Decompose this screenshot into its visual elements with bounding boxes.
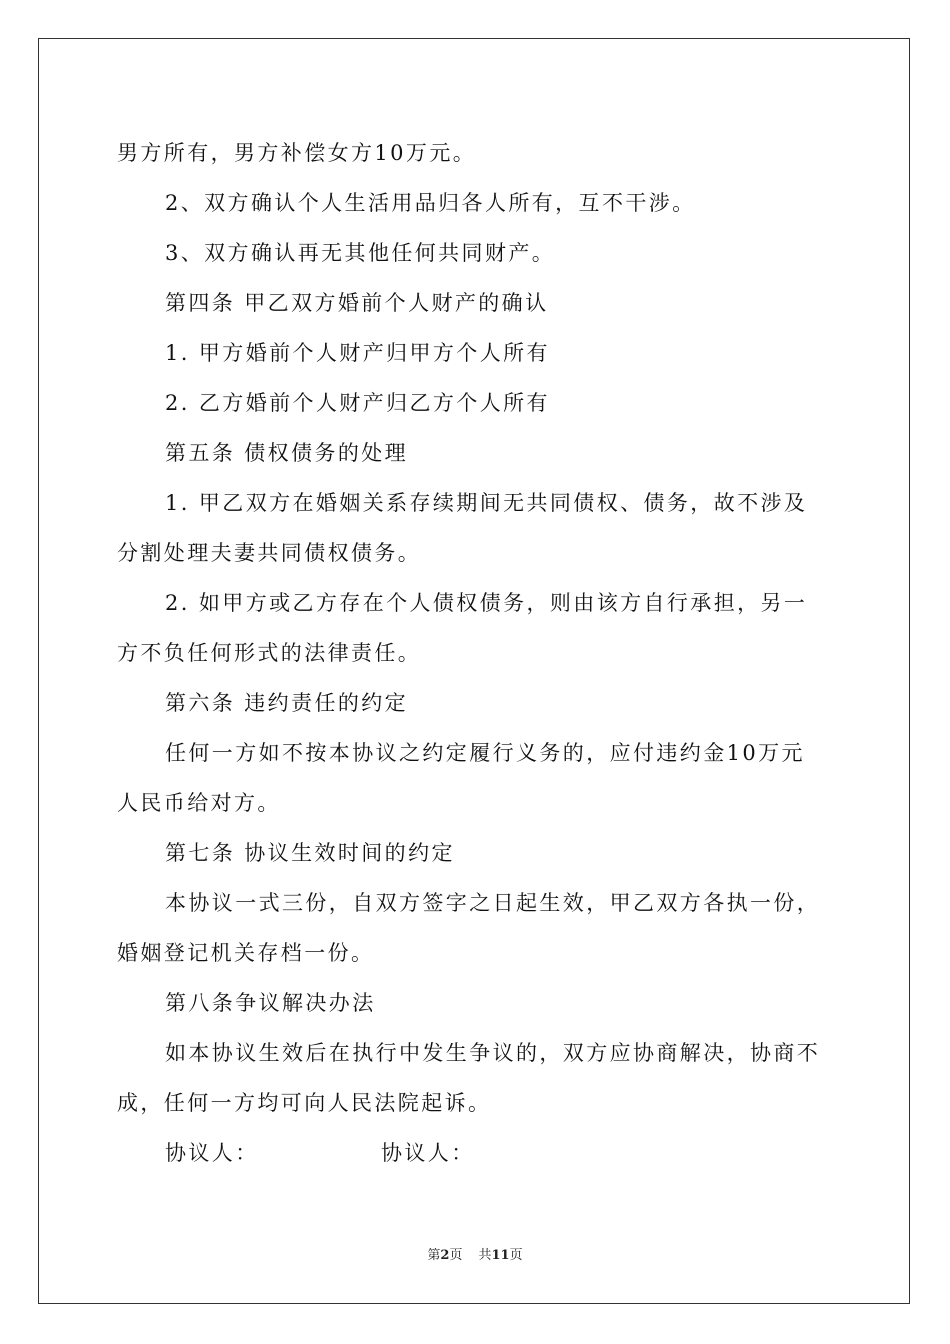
article-heading: 第四条 甲乙双方婚前个人财产的确认 — [165, 291, 549, 315]
paragraph-line: 1. 甲乙双方在婚姻关系存续期间无共同债权、债务，故不涉及 — [165, 491, 808, 515]
page-suffix: 页 — [449, 1248, 463, 1263]
paragraph-line: 任何一方如不按本协议之约定履行义务的，应付违约金10万元 — [165, 741, 805, 765]
paragraph-line: 婚姻登记机关存档一份。 — [117, 941, 375, 965]
article-heading: 第七条 协议生效时间的约定 — [165, 841, 455, 865]
paragraph-line: 2. 如甲方或乙方存在个人债权债务，则由该方自行承担，另一 — [165, 591, 808, 615]
article-heading: 第五条 债权债务的处理 — [165, 441, 409, 465]
total-prefix: 共 — [478, 1248, 492, 1263]
signature-label-left: 协议人： — [165, 1141, 259, 1165]
paragraph-line: 本协议一式三份，自双方签字之日起生效，甲乙双方各执一份， — [165, 891, 821, 915]
paragraph-line: 1. 甲方婚前个人财产归甲方个人所有 — [165, 341, 550, 365]
paragraph-line: 方不负任何形式的法律责任。 — [117, 641, 422, 665]
page-footer — [0, 1246, 950, 1266]
paragraph-line: 如本协议生效后在执行中发生争议的，双方应协商解决，协商不 — [165, 1041, 821, 1065]
paragraph-line: 3、双方确认再无其他任何共同财产。 — [165, 241, 556, 265]
page-current: 2 — [440, 1248, 450, 1263]
document-body — [117, 128, 835, 1178]
paragraph-line: 2、双方确认个人生活用品归各人所有，互不干涉。 — [165, 191, 696, 215]
paragraph-line: 男方所有，男方补偿女方10万元。 — [117, 141, 477, 165]
paragraph-line: 成，任何一方均可向人民法院起诉。 — [117, 1091, 492, 1115]
total-pages: 11 — [491, 1248, 510, 1263]
paragraph-line: 分割处理夫妻共同债权债务。 — [117, 541, 422, 565]
page-prefix: 第 — [427, 1248, 441, 1263]
paragraph-line: 人民币给对方。 — [117, 791, 281, 815]
signature-row — [117, 1128, 835, 1178]
article-heading: 第八条争议解决办法 — [165, 991, 376, 1015]
paragraph-line: 2. 乙方婚前个人财产归乙方个人所有 — [165, 391, 550, 415]
signature-label-right: 协议人： — [381, 1141, 475, 1165]
total-suffix: 页 — [509, 1248, 523, 1263]
article-heading: 第六条 违约责任的约定 — [165, 691, 409, 715]
